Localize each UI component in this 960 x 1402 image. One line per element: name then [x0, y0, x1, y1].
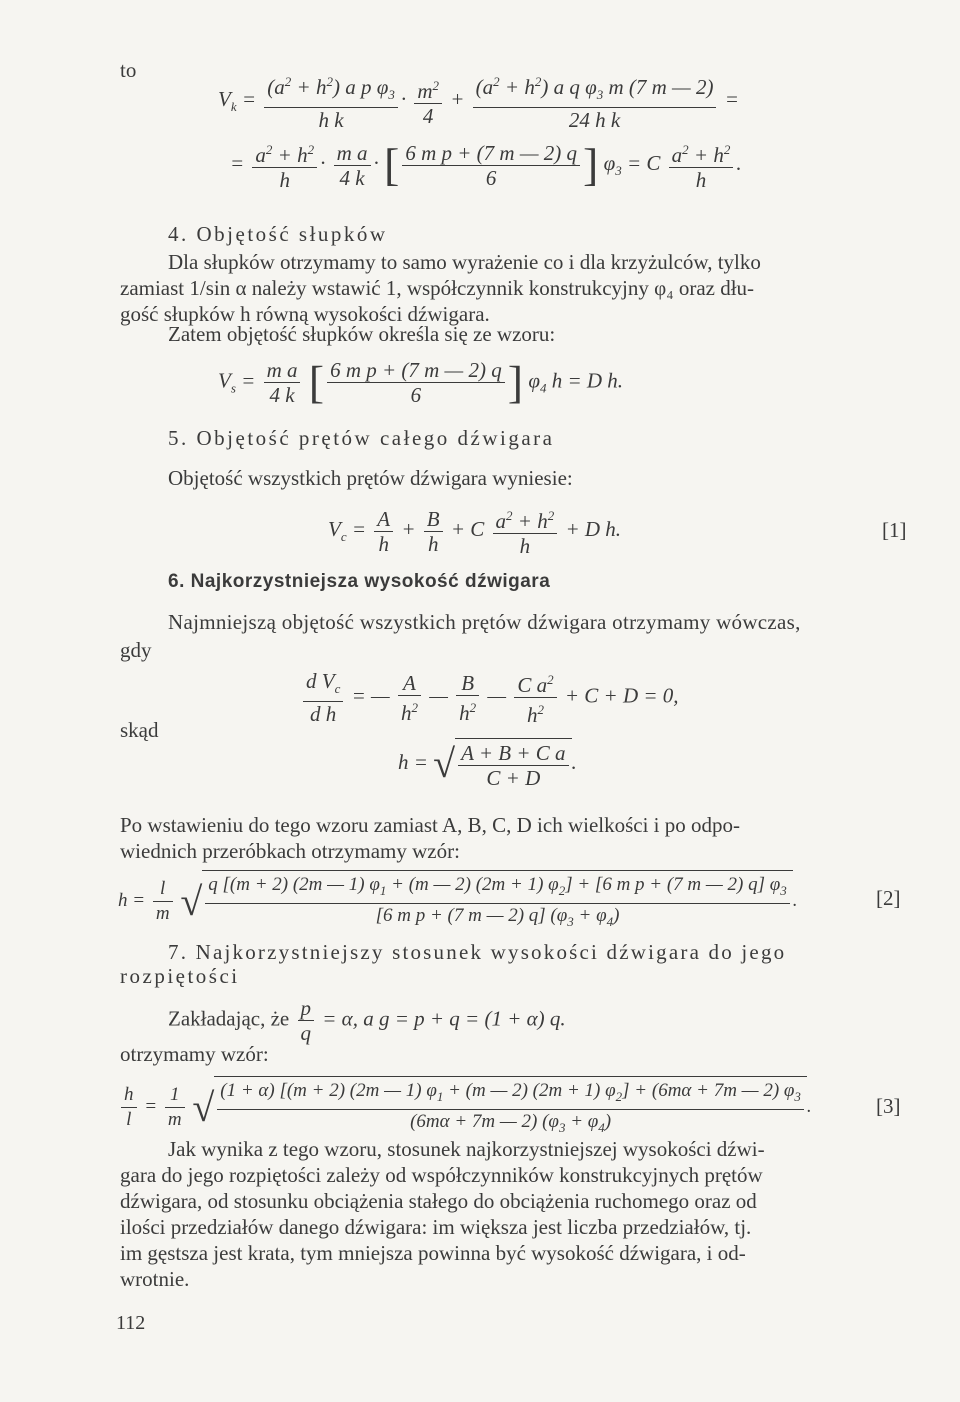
- equation-label-3: [3]: [876, 1094, 901, 1118]
- section7-heading-line1: 7. Najkorzystniejszy stosunek wysokości dźwigara do jego: [168, 940, 787, 964]
- section6-after-line-2: wiednich przeróbkach otrzymamy wzór:: [120, 839, 460, 863]
- section5-heading: 5. Objętość prętów całego dźwigara: [168, 426, 555, 450]
- section7-conclusion: [120, 1136, 910, 1292]
- section6-intro-line2: gdy: [120, 638, 152, 662]
- conclusion-line-3: dźwigara, od stosunku obciążenia stałego do obciążenia ruchomego oraz od: [120, 1189, 757, 1213]
- section7-assumption: Zakładając, że $\frac{p}{q}$ = α, a g = p + q = (1 + α) q.: [168, 996, 566, 1045]
- formula-h-over-l: $\frac{h}{l}$ = $\frac{1}{m}$ √ (1 + α) [(m + 2) (2m — 1) $\varphi_1 + (m$ — 2) (2m + 1) $\varphi_2] + (6m\alpha + 7m$ — 2) $\varphi_3$ (6mα + 7m — 2) $(\varphi_3 + \varphi_4)$ .: [118, 1076, 812, 1140]
- skad-word: skąd: [120, 718, 159, 742]
- section4-line-2: zamiast 1/sin α należy wstawić 1, współczynnik konstrukcyjny φ₄ oraz dłu-: [120, 276, 755, 300]
- equation-label-2: [2]: [876, 886, 901, 910]
- intro-word: to: [120, 58, 137, 82]
- page-number: 112: [116, 1312, 146, 1334]
- section7-obtain: otrzymamy wzór:: [120, 1042, 269, 1066]
- section6-intro-line1: Najmniejszą objętość wszystkich prętów dźwigara otrzymamy wówczas,: [168, 610, 801, 634]
- formula-vs: $V_s$ = $\frac{\text{m a}}{4 k}$ [ $\frac{\text{6 m p + (7 m — 2) q}}{6}$ ] $\varphi_4$ h = D h.: [218, 356, 624, 408]
- formula-vc: $V_c$ = $\frac{A}{h}$ + $\frac{B}{h}$ + C $\frac{a^2 + h^2}{h}$ + D h.: [328, 504, 621, 558]
- equation-label-1: [1]: [882, 518, 907, 542]
- section4-intro: Zatem objętość słupków określa się ze wzoru:: [168, 322, 556, 346]
- section4-heading: 4. Objętość słupków: [168, 222, 388, 246]
- conclusion-line-1: Jak wynika z tego wzoru, stosunek najkorzystniejszej wysokości dźwi-: [168, 1137, 765, 1161]
- conclusion-line-4: ilości przedziałów danego dźwigara: im większa jest liczba przedziałów, tj.: [120, 1215, 752, 1239]
- section6-after-line-1: Po wstawieniu do tego wzoru zamiast A, B, C, D ich wielkości i po odpo-: [120, 813, 741, 837]
- formula-dv-dh: $\frac{d V_c}{\text{d h}}$ = — $\frac{A}{h^2}$ — $\frac{B}{h^2}$ — $\frac{C a^2}{h^2}$ + C + D = 0,: [300, 668, 679, 727]
- section4-line-1: Dla słupków otrzymamy to samo wyrażenie co i dla krzyżulców, tylko: [168, 250, 761, 274]
- section7-heading-line2: rozpiętości: [120, 964, 240, 988]
- formula-vk-line1: $V_k$ = $\frac{(a^2 + h^2) a p \varphi_3}{\text{h k}}$ · $\frac{m^2}{4}$ + $\frac{(a^2 + h^2) a q \varphi_3 m (7 m — 2)}{\text{24 h k}}$ =: [218, 70, 739, 132]
- section6-after-paragraph: [120, 812, 910, 864]
- conclusion-line-6: wrotnie.: [120, 1267, 190, 1291]
- section5-intro: Objętość wszystkich prętów dźwigara wyniesie:: [168, 466, 573, 490]
- formula-vk-line2: = $\frac{a^2 + h^2}{h}$ · $\frac{\text{m a}}{4 k}$ · [ $\frac{\text{6 m p + (7 m — 2) q}}{6}$ ] $\varphi_3 = C$ $\frac{a^2 + h^2}{h}$ .: [230, 139, 742, 192]
- section6-heading: 6. Najkorzystniejsza wysokość dźwigara: [168, 571, 551, 592]
- conclusion-line-5: im gęstsza jest krata, tym mniejsza powinna być wysokość dźwigara, i od-: [120, 1241, 746, 1265]
- formula-h-sqrt: h = √ $\frac{\text{A + B + C a}}{C + D}$ .: [398, 738, 577, 790]
- conclusion-line-2: gara do jego rozpiętości zależy od współczynników konstrukcyjnych prętów: [120, 1163, 763, 1187]
- section4-line-3: gość słupków h równą wysokości dźwigara.: [120, 302, 490, 326]
- formula-h-full: h = $\frac{l}{m}$ √ q [(m + 2) (2m — 1) $\varphi_1 + (m$ — 2) (2m + 1) $\varphi_2] + [6$ m p + (7 m — 2) q] $\varphi_3$ [6 m p + (7 m — 2) q] $(\varphi_3 + \varphi_4)$ .: [118, 870, 798, 934]
- section4-paragraph: [120, 249, 910, 327]
